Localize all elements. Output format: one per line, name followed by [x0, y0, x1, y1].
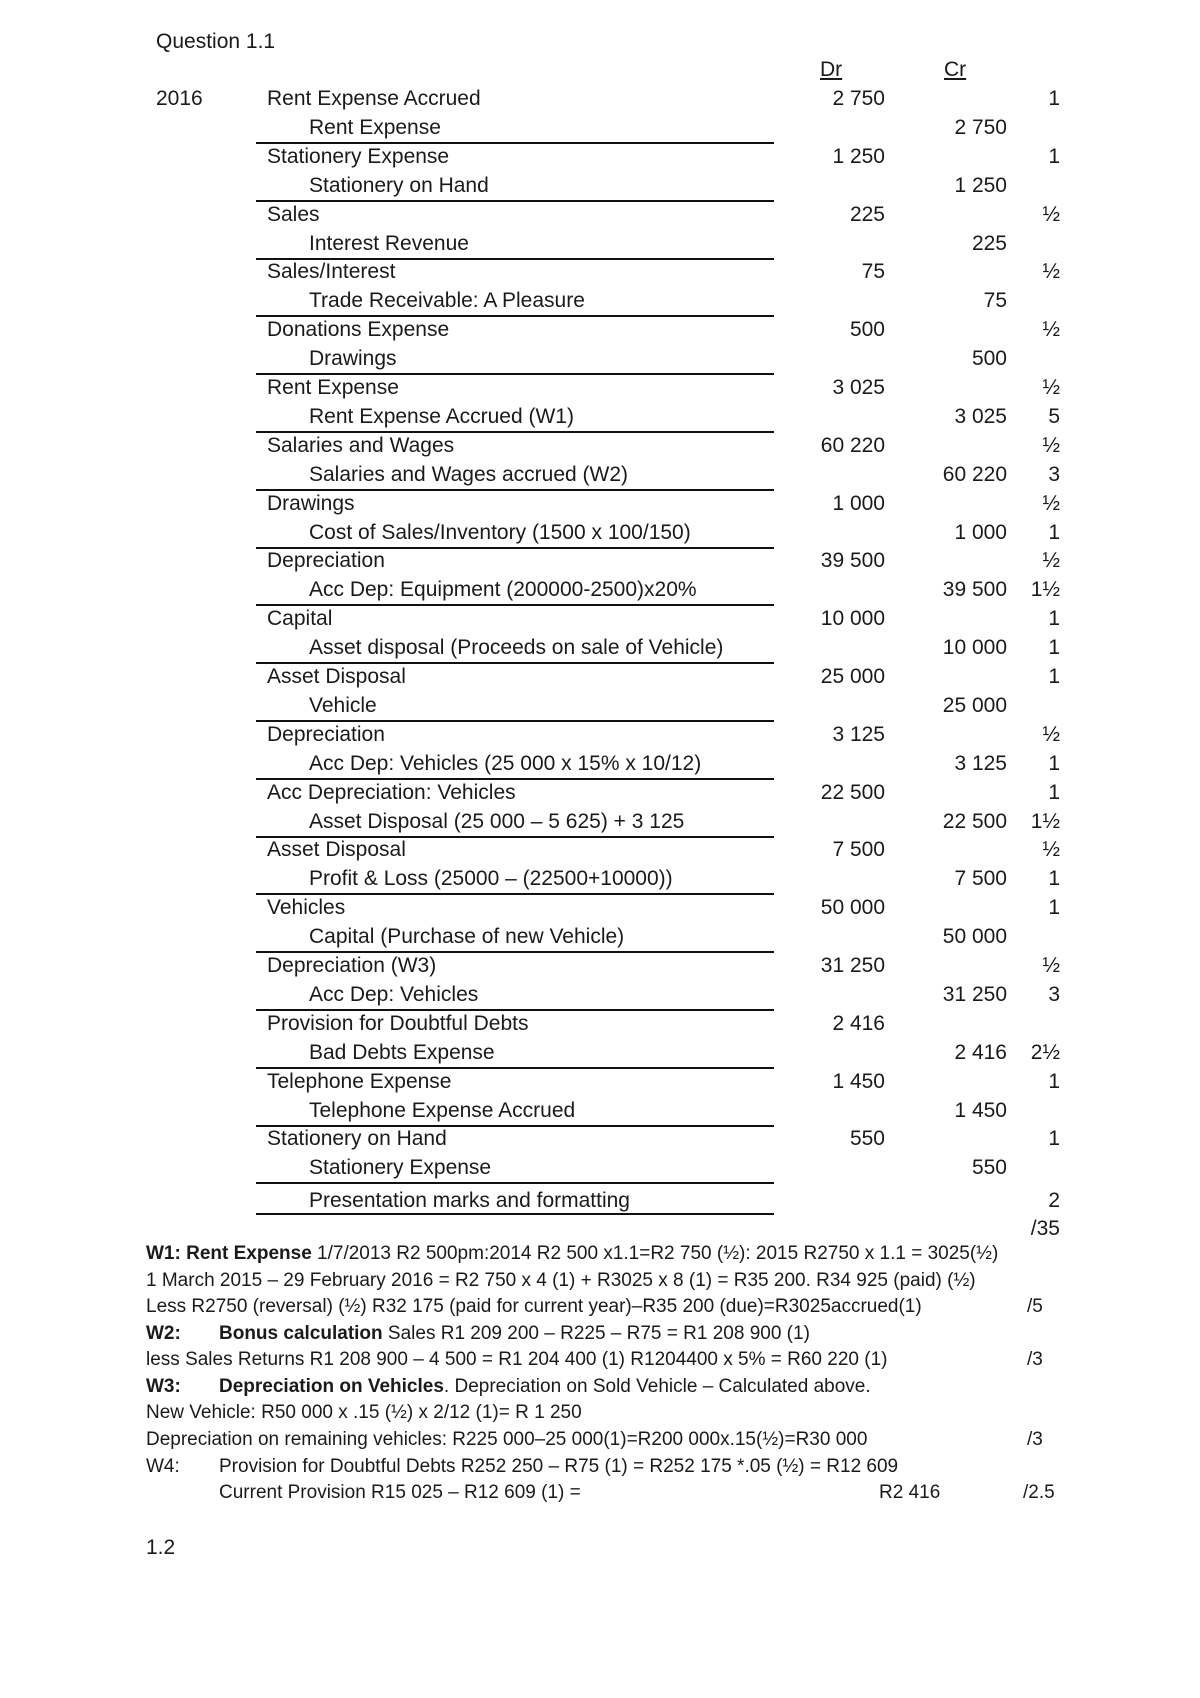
- mark-debit: ½: [1042, 202, 1060, 226]
- debit-amount: 500: [849, 318, 885, 342]
- credit-account: Trade Receivable: A Pleasure: [309, 289, 585, 313]
- w4-mark: /2.5: [1023, 1482, 1055, 1503]
- w3-mark: /3: [1027, 1429, 1043, 1450]
- entry-divider: [256, 547, 774, 549]
- mark-debit: 1: [1048, 665, 1060, 688]
- credit-amount: 7 500: [954, 867, 1007, 891]
- credit-account: Profit & Loss (25000 – (22500+10000)): [309, 867, 673, 891]
- debit-account: Salaries and Wages: [267, 433, 455, 457]
- mark-debit: 1: [1048, 1069, 1060, 1093]
- debit-account: Sales: [267, 202, 320, 226]
- page-title: Question 1.1: [156, 30, 276, 53]
- w4-line-2: Current Provision R15 025 – R12 609 (1) =: [219, 1482, 581, 1503]
- journal-divider: [256, 1213, 774, 1215]
- debit-amount: 50 000: [820, 896, 885, 920]
- debit-amount: 60 220: [820, 433, 885, 457]
- mark-credit: 2½: [1030, 1040, 1060, 1064]
- mark-debit: ½: [1042, 376, 1060, 399]
- next-question-number: 1.2: [146, 1536, 176, 1559]
- mark-debit: ½: [1042, 838, 1060, 862]
- debit-account: Rent Expense Accrued: [267, 87, 481, 110]
- entry-divider: [256, 142, 774, 144]
- mark-debit: 1: [1048, 607, 1060, 631]
- entry-divider: [256, 200, 774, 202]
- mark-debit: 1: [1048, 896, 1060, 920]
- mark-debit: ½: [1042, 491, 1060, 515]
- entry-divider: [256, 836, 774, 838]
- credit-amount: 1 450: [954, 1098, 1007, 1122]
- total-marks: /35: [1030, 1217, 1060, 1240]
- credit-account: Stationery on Hand: [309, 173, 489, 197]
- debit-amount: 31 250: [820, 954, 885, 977]
- debit-amount: 39 500: [820, 549, 885, 573]
- credit-account: Rent Expense Accrued (W1): [309, 404, 574, 428]
- entry-divider: [256, 373, 774, 375]
- mark-debit: ½: [1042, 722, 1060, 746]
- debit-amount: 1 450: [832, 1069, 885, 1093]
- mark-credit: 3: [1048, 462, 1060, 486]
- credit-account: Salaries and Wages accrued (W2): [309, 462, 629, 486]
- credit-account: Stationery Expense: [309, 1156, 492, 1180]
- debit-amount: 22 500: [820, 780, 885, 804]
- debit-account: Stationery on Hand: [267, 1127, 447, 1151]
- entry-divider: [256, 720, 774, 722]
- debit-amount: 75: [861, 260, 885, 284]
- mark-credit: 1: [1048, 520, 1060, 544]
- debit-account: Capital: [267, 607, 333, 631]
- debit-amount: 10 000: [820, 607, 885, 631]
- debit-account: Asset Disposal: [267, 665, 406, 688]
- w4-amount: R2 416: [879, 1482, 941, 1503]
- credit-account: Asset disposal (Proceeds on sale of Vehicle): [309, 636, 724, 660]
- credit-amount: 10 000: [942, 636, 1007, 660]
- credit-amount: 3 125: [954, 751, 1007, 775]
- credit-amount: 60 220: [942, 462, 1007, 486]
- credit-amount: 75: [983, 289, 1007, 313]
- credit-amount: 225: [971, 231, 1007, 255]
- credit-amount: 3 025: [954, 404, 1007, 428]
- credit-amount: 1 000: [954, 520, 1007, 544]
- w1-line-3: Less R2750 (reversal) (½) R32 175 (paid for current year)–R35 200 (due)=R3025accrued(1): [146, 1296, 922, 1317]
- w2-label: W2:: [146, 1323, 181, 1344]
- credit-amount: 31 250: [942, 982, 1007, 1006]
- credit-amount: 39 500: [942, 578, 1007, 602]
- credit-account: Interest Revenue: [309, 231, 469, 255]
- credit-account: Acc Dep: Vehicles (25 000 x 15% x 10/12): [309, 751, 702, 775]
- mark-debit: ½: [1042, 260, 1060, 284]
- debit-account: Provision for Doubtful Debts: [267, 1011, 529, 1035]
- debit-amount: 2 750: [832, 87, 885, 110]
- credit-amount: 2 750: [954, 115, 1007, 139]
- credit-amount: 550: [971, 1156, 1007, 1180]
- debit-amount: 3 125: [832, 722, 885, 746]
- mark-credit: 5: [1048, 404, 1060, 428]
- mark-credit: 1½: [1030, 809, 1060, 833]
- debit-account: Rent Expense: [267, 376, 399, 399]
- entry-divider: [256, 315, 774, 317]
- credit-account: Cost of Sales/Inventory (1500 x 100/150): [309, 520, 691, 544]
- mark-credit: 3: [1048, 982, 1060, 1006]
- debit-account: Telephone Expense: [267, 1069, 452, 1093]
- year-label: 2016: [156, 87, 203, 110]
- debit-account: Depreciation: [267, 549, 385, 573]
- mark-debit: 1: [1048, 87, 1060, 110]
- mark-debit: ½: [1042, 549, 1060, 573]
- debit-amount: 1 250: [832, 144, 885, 168]
- mark-debit: ½: [1042, 318, 1060, 342]
- credit-account: Capital (Purchase of new Vehicle): [309, 925, 625, 949]
- debit-amount: 550: [849, 1127, 885, 1151]
- credit-account: Acc Dep: Equipment (200000-2500)x20%: [309, 578, 697, 602]
- debit-amount: 25 000: [820, 665, 885, 688]
- w3-line-2: New Vehicle: R50 000 x .15 (½) x 2/12 (1)= R 1 250: [146, 1402, 582, 1423]
- mark-credit: 1: [1048, 867, 1060, 891]
- w3-title: Depreciation on Vehicles: [219, 1376, 444, 1397]
- w1-mark: /5: [1027, 1296, 1043, 1317]
- debit-account: Depreciation (W3): [267, 954, 437, 977]
- credit-account: Bad Debts Expense: [309, 1040, 495, 1064]
- entry-divider: [256, 1125, 774, 1127]
- entry-divider: [256, 258, 774, 260]
- debit-amount: 7 500: [832, 838, 885, 862]
- credit-account: Vehicle: [309, 693, 377, 717]
- credit-amount: 2 416: [954, 1040, 1007, 1064]
- w2-line-1: [219, 1323, 810, 1345]
- w2-text-a: Sales R1 209 200 – R225 – R75 = R1 208 900 (1): [382, 1323, 810, 1344]
- entry-divider: [256, 1009, 774, 1011]
- w1-line-1: [146, 1243, 998, 1265]
- w2-title: Bonus calculation: [219, 1323, 383, 1344]
- presentation-mark: 2: [1048, 1189, 1060, 1212]
- debit-amount: 225: [849, 202, 885, 226]
- entry-divider: [256, 893, 774, 895]
- credit-amount: 500: [971, 347, 1007, 371]
- debit-account: Asset Disposal: [267, 838, 406, 862]
- w3-line-1: [219, 1376, 871, 1398]
- entry-divider: [256, 662, 774, 664]
- credit-account: Rent Expense: [309, 115, 441, 139]
- debit-account: Acc Depreciation: Vehicles: [267, 780, 516, 804]
- dr-column-header: Dr: [820, 58, 843, 81]
- credit-account: Telephone Expense Accrued: [309, 1098, 576, 1122]
- w4-label: W4:: [146, 1456, 180, 1477]
- w1-label: W1: Rent Expense: [146, 1243, 312, 1264]
- w3-line-3: Depreciation on remaining vehicles: R225 000–25 000(1)=R200 000x.15(½)=R30 000: [146, 1429, 868, 1450]
- debit-account: Donations Expense: [267, 318, 450, 342]
- entry-divider: [256, 489, 774, 491]
- entry-divider: [256, 431, 774, 433]
- entry-divider: [256, 604, 774, 606]
- debit-amount: 2 416: [832, 1011, 885, 1035]
- mark-credit: 1: [1048, 636, 1060, 660]
- entry-divider: [256, 1182, 774, 1184]
- w2-line-2: less Sales Returns R1 208 900 – 4 500 = R1 204 400 (1) R1204400 x 5% = R60 220 (1): [146, 1349, 888, 1370]
- presentation-label: Presentation marks and formatting: [309, 1189, 630, 1212]
- credit-amount: 25 000: [942, 693, 1007, 717]
- w3-label: W3:: [146, 1376, 181, 1397]
- mark-debit: 1: [1048, 780, 1060, 804]
- credit-amount: 22 500: [942, 809, 1007, 833]
- mark-credit: 1: [1048, 751, 1060, 775]
- credit-account: Asset Disposal (25 000 – 5 625) + 3 125: [309, 809, 685, 833]
- credit-amount: 1 250: [954, 173, 1007, 197]
- credit-amount: 50 000: [942, 925, 1007, 949]
- credit-account: Drawings: [309, 347, 397, 371]
- debit-account: Vehicles: [267, 896, 346, 920]
- debit-account: Drawings: [267, 491, 355, 515]
- entry-divider: [256, 1067, 774, 1069]
- mark-debit: ½: [1042, 954, 1060, 977]
- w4-line-1: Provision for Doubtful Debts R252 250 – R75 (1) = R252 175 *.05 (½) = R12 609: [219, 1456, 899, 1477]
- w2-mark: /3: [1027, 1349, 1043, 1370]
- debit-amount: 3 025: [832, 376, 885, 399]
- w3-text-a: . Depreciation on Sold Vehicle – Calculated above.: [443, 1376, 871, 1397]
- mark-debit: 1: [1048, 144, 1060, 168]
- w1-text-a: 1/7/2013 R2 500pm:2014 R2 500 x1.1=R2 750 (½): 2015 R2750 x 1.1 = 3025(½): [311, 1243, 999, 1264]
- debit-amount: 1 000: [832, 491, 885, 515]
- entry-divider: [256, 951, 774, 953]
- entry-divider: [256, 778, 774, 780]
- credit-account: Acc Dep: Vehicles: [309, 982, 479, 1006]
- cr-column-header: Cr: [944, 58, 967, 81]
- mark-debit: ½: [1042, 433, 1060, 457]
- w1-line-2: 1 March 2015 – 29 February 2016 = R2 750 x 4 (1) + R3025 x 8 (1) = R35 200. R34 925 (paid) (½): [146, 1270, 976, 1291]
- mark-debit: 1: [1048, 1127, 1060, 1151]
- debit-account: Stationery Expense: [267, 144, 450, 168]
- mark-credit: 1½: [1030, 578, 1060, 602]
- debit-account: Sales/Interest: [267, 260, 396, 284]
- debit-account: Depreciation: [267, 722, 385, 746]
